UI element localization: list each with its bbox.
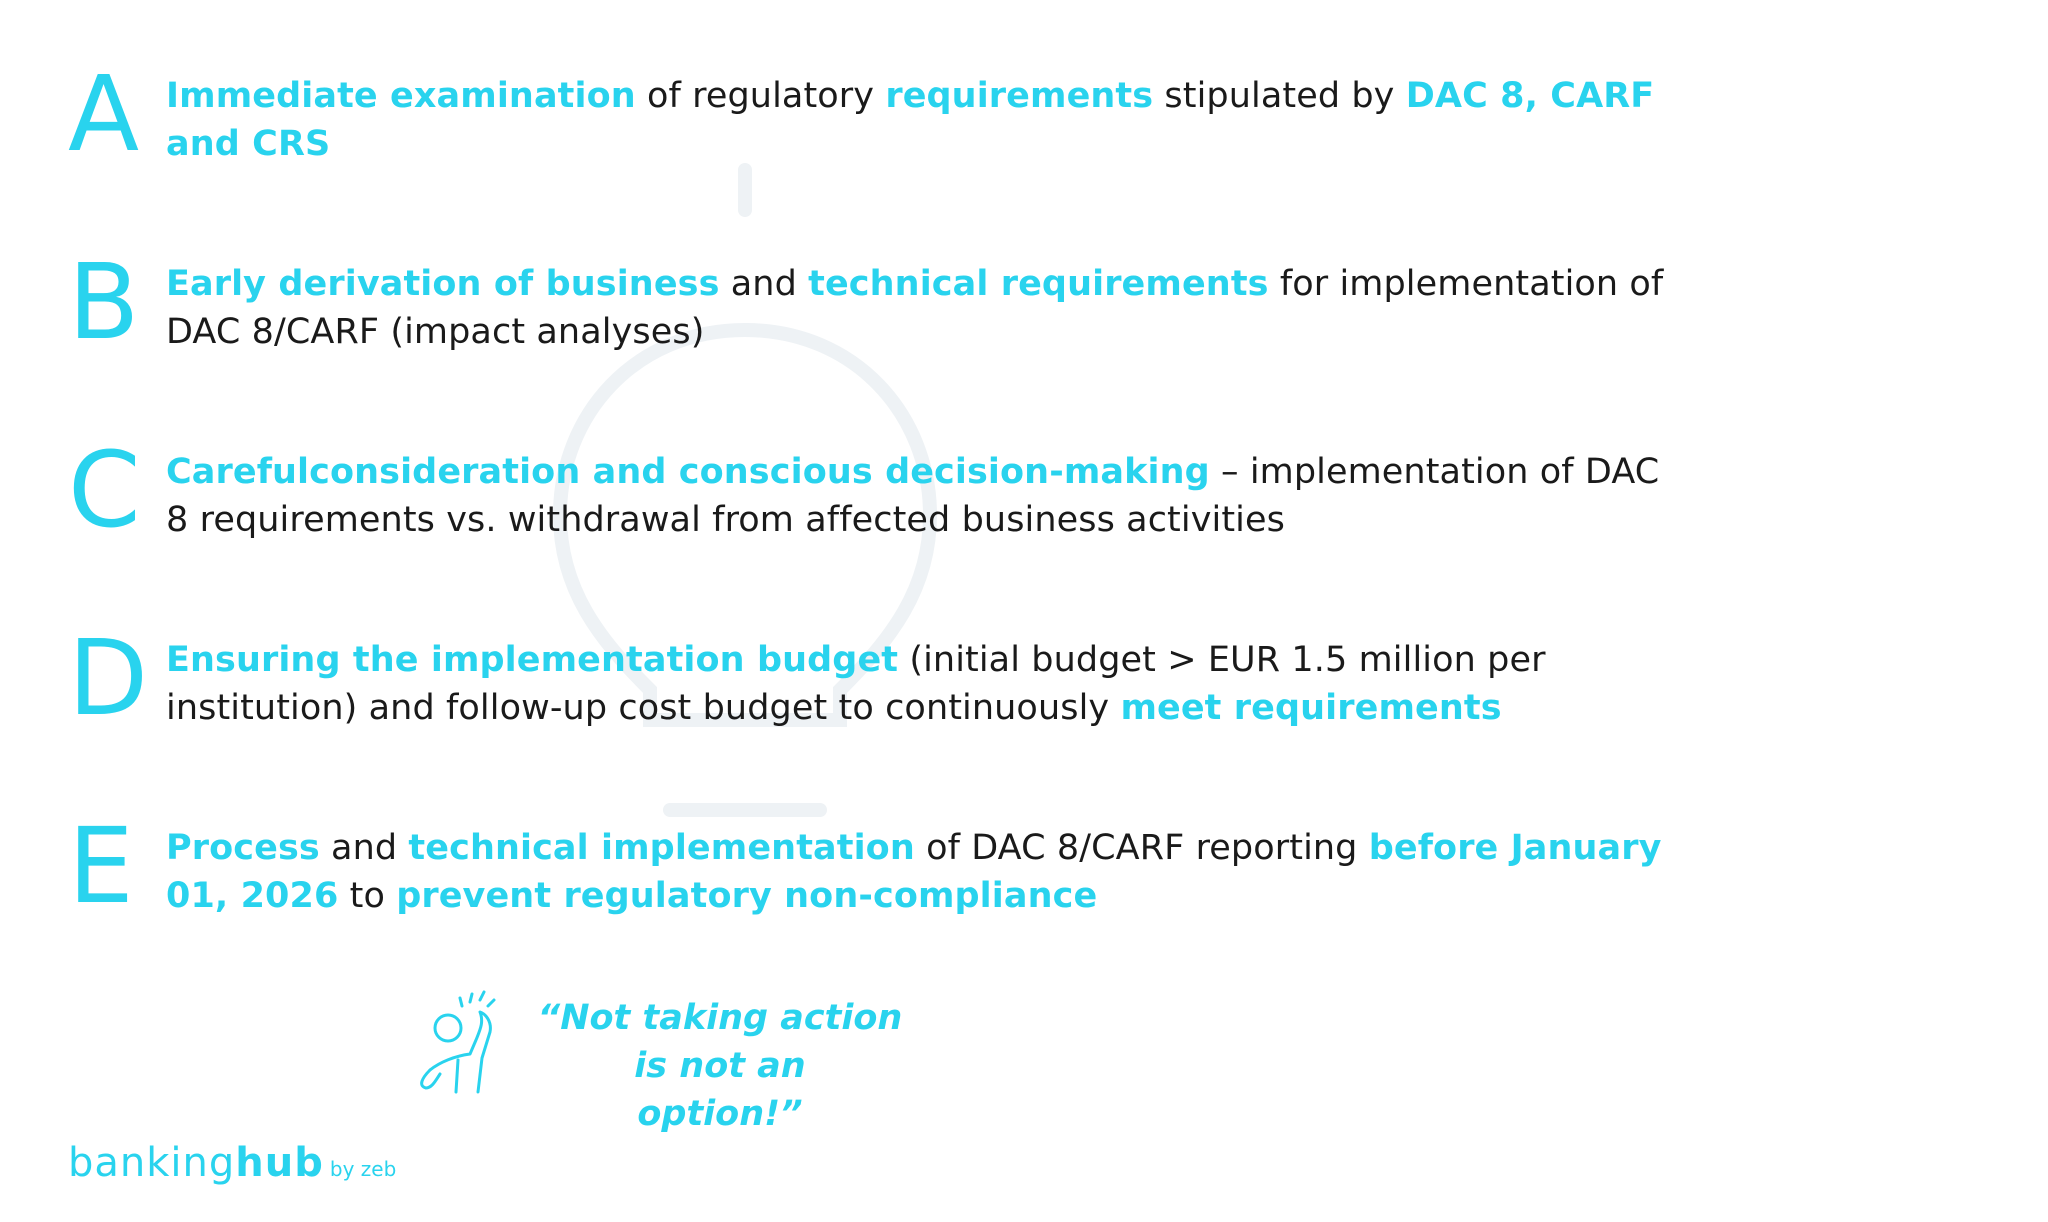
highlight-text: requirements bbox=[885, 76, 1154, 116]
bankinghub-logo bbox=[68, 1140, 468, 1200]
raised-hand-person-icon bbox=[410, 984, 530, 1104]
highlight-text: Carefulconsideration and conscious decision-making bbox=[166, 452, 1210, 492]
highlight-text: Immediate examination bbox=[166, 76, 636, 116]
quote-line-1: “Not taking action is not an bbox=[537, 998, 903, 1086]
highlight-text: prevent regulatory non-compliance bbox=[396, 876, 1098, 916]
item-e bbox=[68, 805, 1662, 940]
item-letter: B bbox=[68, 241, 140, 363]
plain-text: of regulatory bbox=[635, 76, 886, 116]
item-text bbox=[166, 824, 1666, 920]
quote-block bbox=[410, 984, 1110, 1134]
item-letter: D bbox=[68, 617, 149, 739]
highlight-text: technical implementation bbox=[408, 828, 915, 868]
highlight-text: Early derivation of business bbox=[166, 264, 720, 304]
highlight-text: technical requirements bbox=[808, 264, 1269, 304]
logo-part-banking: banking bbox=[68, 1140, 236, 1186]
logo-by-zeb: by zeb bbox=[329, 1157, 397, 1181]
plain-text: and bbox=[719, 264, 809, 304]
quote-line-2: option!” bbox=[637, 1094, 803, 1134]
plain-text: to bbox=[338, 876, 397, 916]
item-text bbox=[166, 72, 1666, 168]
quote-text bbox=[530, 994, 910, 1138]
plain-text: – implementation of DAC 8 requirements vs. withdrawal from affected business activities bbox=[166, 452, 1660, 540]
item-b bbox=[68, 241, 1664, 376]
plain-text: and bbox=[319, 828, 409, 868]
logo-part-hub: hub bbox=[235, 1140, 324, 1186]
item-c bbox=[68, 429, 1660, 564]
item-letter: C bbox=[68, 429, 141, 551]
item-letter: E bbox=[68, 805, 134, 927]
item-a bbox=[68, 53, 1655, 188]
highlight-text: Ensuring the implementation budget bbox=[166, 640, 899, 680]
plain-text: stipulated by bbox=[1153, 76, 1406, 116]
plain-text: for implementation of DAC 8/CARF (impact analyses) bbox=[166, 264, 1664, 352]
plain-text: (initial budget > EUR 1.5 million per institution) and follow-up cost budget to continuously bbox=[166, 640, 1546, 728]
highlight-text: Process bbox=[166, 828, 320, 868]
logo-wordmark bbox=[68, 1140, 324, 1186]
highlight-text: DAC 8, CARF and CRS bbox=[166, 76, 1655, 164]
item-text bbox=[166, 260, 1666, 356]
highlight-text: before January 01, 2026 bbox=[166, 828, 1662, 916]
item-d bbox=[68, 617, 1608, 752]
item-letter: A bbox=[68, 53, 140, 175]
highlight-text: meet requirements bbox=[1120, 688, 1502, 728]
item-text bbox=[166, 636, 1666, 732]
plain-text: of DAC 8/CARF reporting bbox=[914, 828, 1369, 868]
item-text bbox=[166, 448, 1666, 544]
